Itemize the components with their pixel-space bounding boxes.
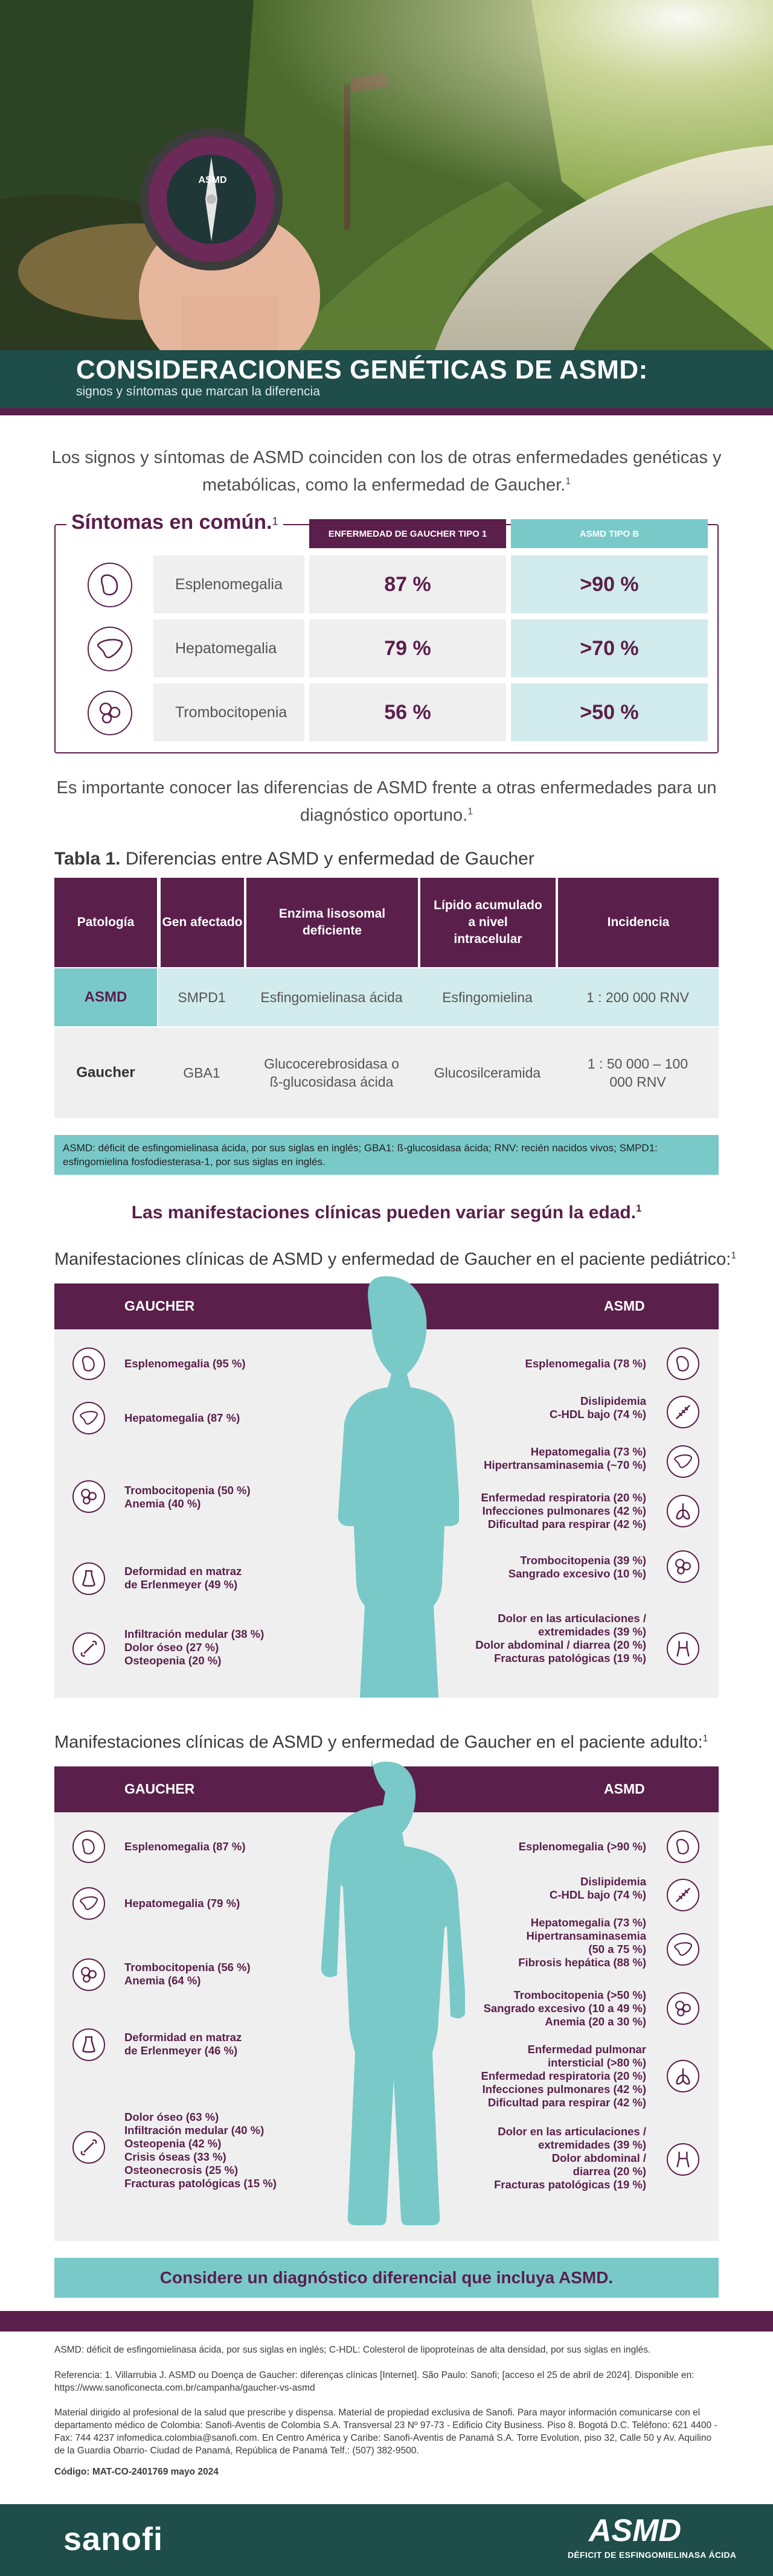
pediatric-asmd-item: Dislipidemia C-HDL bajo (74 %) [549,1395,646,1421]
adult-asmd-item: Trombocitopenia (>50 %) Sangrado excesivo (10 a 49 %) Anemia (20 a 30 %) [483,1989,646,2028]
symptom-gaucher-value: 87 % [309,555,506,613]
pediatric-asmd-item: Enfermedad respiratoria (20 %) Infecciones pulmonares (42 %) Dificultad para respirar (42 %) [481,1491,646,1530]
pediatric-gaucher-item: Infiltración medular (38 %) Dolor óseo (27 %) Osteopenia (20 %) [124,1628,265,1667]
table-cell-gene: GBA1 [183,1065,220,1081]
pediatric-gaucher-item: Trombocitopenia (50 %) Anemia (40 %) [124,1484,251,1510]
table-cell-enzyme: Glucocerebrosidasa o ß-glucosidasa ácida [264,1056,399,1090]
pediatric-asmd-item: Trombocitopenia (39 %) Sangrado excesivo (10 %) [508,1554,646,1580]
bone-icon [72,1632,105,1665]
spleen-icon [88,563,132,607]
symptom-asmd-value: >70 % [511,619,708,677]
table-cell-pathology: Gaucher [76,1064,135,1081]
spleen-icon [72,1830,105,1863]
adult-gaucher-label: GAUCHER [124,1781,195,1797]
hero-image [0,0,773,350]
table-header: Patología [54,878,157,967]
adult-ref: 1 [702,1733,708,1744]
adult-gaucher-item: Dolor óseo (63 %) Infiltración medular (40 %) Osteopenia (42 %) Crisis óseas (33 %) Osteonecrosis (25 %) Fracturas patológicas (15 %) [124,2111,277,2190]
sanofi-logo: sanofi [63,2521,164,2557]
adult-asmd-item: Enfermedad pulmonar intersticial (>80 %) Enfermedad respiratoria (20 %) Infecciones pulmonares (42 %) Dificultad para respirar (42 %) [481,2043,646,2109]
table-header: Lípido acumulado a nivel intracelular [419,878,556,967]
asmd-logo-subtitle: DÉFICIT DE ESFINGOMIELINASA ÁCIDA [568,2550,737,2560]
liver-icon [667,1933,699,1966]
adult-gaucher-item: Trombocitopenia (56 %) Anemia (64 %) [124,1961,251,1987]
symptom-label: Hepatomegalia [153,619,304,677]
page-subtitle: signos y síntomas que marcan la diferencia [76,385,320,398]
symptom-gaucher-value: 79 % [309,619,506,677]
joint-pain-icon [667,1632,699,1665]
symptom-gaucher-value: 56 % [309,683,506,741]
table-cell-lipid: Glucosilceramida [434,1065,541,1081]
symptoms-title-wrap [66,511,283,534]
table-cell-gene: SMPD1 [178,989,226,1005]
bone-deformity-icon [72,2028,105,2061]
pediatric-gaucher-item: Hepatomegalia (87 %) [124,1411,240,1424]
adult-heading-text: Manifestaciones clínicas de ASMD y enfermedad de Gaucher en el paciente adulto: [54,1733,703,1752]
adult-gaucher-item: Deformidad en matraz de Erlenmeyer (46 %) [124,2031,242,2057]
manifestations-title-text: Las manifestaciones clínicas pueden variar según la edad. [131,1203,637,1222]
adult-asmd-item: Dislipidemia C-HDL bajo (74 %) [549,1875,646,1901]
lipid-icon [667,1396,699,1428]
platelets-icon [667,1550,699,1583]
intro-text [48,446,725,497]
col-asmd-header: ASMD TIPO B [511,519,708,548]
page-title: CONSIDERACIONES GENÉTICAS DE ASMD: [76,355,648,385]
forest-path-illustration [0,0,773,350]
pediatric-ref: 1 [731,1250,737,1261]
adult-gaucher-item: Esplenomegalia (87 %) [124,1840,246,1853]
table-caption [54,849,534,869]
pediatric-gaucher-item: Esplenomegalia (95 %) [124,1357,246,1370]
lungs-icon [667,2060,699,2092]
title-stripe [0,408,773,415]
table-note: ASMD: déficit de esfingomielinasa ácida, por sus siglas en inglés; GBA1: ß-glucosidasa ácida; RNV: recién nacidos vivos; SMPD1: esfingomielina fosfodiesterasa-1, por sus siglas en inglés. [54,1135,719,1175]
pediatric-asmd-item: Esplenomegalia (78 %) [525,1357,646,1370]
compass-brand: ASMD [198,175,227,185]
lipid-icon [667,1879,699,1911]
adult-asmd-item: Dolor en las articulaciones / extremidades (39 %) Dolor abdominal / diarrea (20 %) Fracturas patológicas (19 %) [494,2125,646,2191]
footer-abbreviations: ASMD: déficit de esfingomielinasa ácida, por sus siglas en inglés; C-HDL: Colesterol de lipoproteínas de alta densidad, por sus siglas en inglés. [54,2345,651,2355]
footer-reference: Referencia: 1. Villarrubia J. ASMD ou Doença de Gaucher: diferenças clínicas [Internet]. São Paulo: Sanofi; [acceso el 25 de abril de 2024]. Disponible en: https://www.sanoficonecta.com.br/campanha/gaucher-vs-asmd [54,2370,694,2393]
liver-icon [72,1402,105,1434]
table-cell-incidence: 1 : 50 000 – 100 000 RNV [587,1056,688,1090]
pediatric-heading-text: Manifestaciones clínicas de ASMD y enfermedad de Gaucher en el paciente pediátrico: [54,1250,731,1269]
intro-text-body: Los signos y síntomas de ASMD coinciden con los de otras enfermedades genéticas y metabólicas, como la enfermedad de Gaucher. [51,448,722,495]
pediatric-gaucher-item: Deformidad en matraz de Erlenmeyer (49 %) [124,1565,242,1591]
footer-code: Código: MAT-CO-2401769 mayo 2024 [54,2467,219,2477]
liver-icon [72,1887,105,1920]
symptom-label: Trombocitopenia [153,683,304,741]
bone-deformity-icon [72,1562,105,1595]
liver-icon [88,627,132,671]
table-cell-enzyme: Esfingomielinasa ácida [260,989,403,1005]
importance-text [48,776,725,828]
table-cell-incidence: 1 : 200 000 RNV [586,989,690,1005]
table-header: Gen afectado [159,878,244,967]
manifestations-title [54,1203,719,1223]
table-header: Enzima lisosomal deficiente [245,878,418,967]
child-silhouette [314,1274,459,1698]
table-caption-text: Diferencias entre ASMD y enfermedad de Gaucher [125,849,534,869]
symptoms-title: Síntomas en común. [71,511,272,534]
spleen-icon [72,1347,105,1380]
liver-icon [667,1445,699,1478]
symptom-asmd-value: >90 % [511,555,708,613]
lungs-icon [667,1495,699,1527]
symptom-asmd-value: >50 % [511,683,708,741]
pediatric-asmd-item: Dolor en las articulaciones / extremidades (39 %) Dolor abdominal / diarrea (20 %) Fracturas patológicas (19 %) [475,1612,646,1664]
joint-pain-icon [667,2143,699,2176]
symptoms-ref: 1 [272,515,278,528]
platelets-icon [667,1992,699,2025]
footer-band [0,2311,773,2332]
adult-silhouette [308,1759,465,2241]
spleen-icon [667,1830,699,1863]
pediatric-heading [54,1250,736,1270]
table-header: Incidencia [557,878,719,967]
platelets-icon [72,1480,105,1513]
adult-asmd-item: Esplenomegalia (>90 %) [518,1840,646,1853]
pediatric-asmd-item: Hepatomegalia (73 %) Hipertransaminasemia (~70 %) [484,1445,646,1471]
importance-text-body: Es importante conocer las diferencias de ASMD frente a otras enfermedades para un diagnóstico oportuno. [56,778,717,825]
manifestations-ref: 1 [636,1203,642,1214]
asmd-logo: ASMD [589,2513,682,2548]
importance-ref: 1 [467,807,473,817]
table-cell-pathology: ASMD [54,968,157,1026]
symptom-label: Esplenomegalia [153,555,304,613]
spleen-icon [667,1347,699,1380]
adult-heading [54,1733,708,1753]
table-caption-number: Tabla 1. [54,849,121,869]
table-cell-lipid: Esfingomielina [442,989,533,1005]
bone-icon [72,2131,105,2164]
platelets-icon [72,1958,105,1991]
intro-ref: 1 [565,476,571,487]
pediatric-gaucher-label: GAUCHER [124,1298,195,1314]
adult-asmd-label: ASMD [604,1781,645,1797]
platelets-icon [88,691,132,735]
col-gaucher-header: ENFERMEDAD DE GAUCHER TIPO 1 [309,519,506,548]
footer-legal: Material dirigido al profesional de la salud que prescribe y dispensa. Material de propiedad exclusiva de Sanofi. Para mayor información comunicarse con el departamento médico de Colombia: Sanofi-Aventis de Colombia S.A. Transversal 23 Nº 97-73 - Edificio City Business. Piso 8. Bogotá D.C. Teléfono: 621 4400 - Fax: 744 4237 infomedica.colombia@sanofi.com. En Centro América y Caribe: Sanofi-Aventis de Panamá S.A. Torre Evolution, piso 32, Calle 50 y Av. Aquilino de la Guardia Obarrio- Ciudad de Panamá, República de Panamá Telf.: (507) 382-9500. [54,2408,717,2456]
adult-gaucher-item: Hepatomegalia (79 %) [124,1897,240,1910]
adult-asmd-item: Hepatomegalia (73 %) Hipertransaminasemia (50 a 75 %) Fibrosis hepática (88 %) [518,1916,646,1969]
pediatric-asmd-label: ASMD [604,1298,645,1314]
consider-banner: Considere un diagnóstico diferencial que incluya ASMD. [54,2258,719,2298]
